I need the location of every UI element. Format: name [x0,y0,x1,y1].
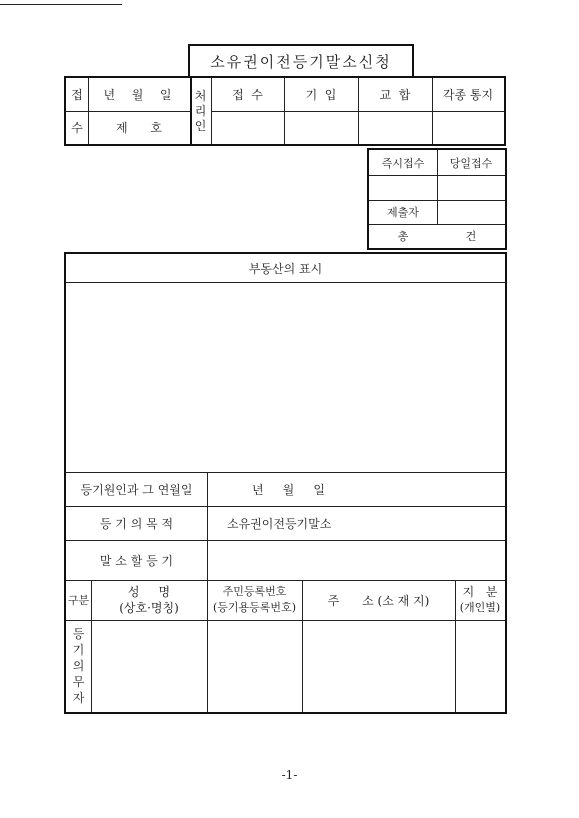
page-title: 소유권이전등기말소신청 [210,52,392,71]
col-name-bottom: (상호·명칭) [119,601,179,615]
col-id-bottom: (등기용등록번호) [213,601,296,614]
total-right: 건 [465,230,477,243]
obligor-id-cell[interactable] [208,621,301,711]
col-id [207,580,302,620]
col-check: 교 합 [379,88,411,102]
purpose-label: 등 기 의 목 적 [99,516,174,531]
page-number: -1- [281,768,298,782]
receipt-table [64,76,506,146]
obligor-address-cell[interactable] [303,621,454,711]
property-header: 부동산의 표시 [248,261,323,276]
header-rule [0,4,122,5]
total-left: 총 [397,230,409,243]
col-type: 구분 [67,594,90,607]
receipt-label-top: 접 [71,88,83,102]
submitter-label: 제출자 [387,206,419,219]
col-notice: 각종 통지 [442,88,494,102]
col-address: 주 소 (소 재 지) [327,593,430,608]
handler-label: 처 리 인 [194,88,207,133]
col-share-top: 지 분 [462,585,498,599]
same-day-receipt: 당일접수 [449,156,493,170]
obligor-share-cell[interactable] [456,621,505,711]
col-receipt: 접 수 [232,88,263,102]
immediate-receipt: 즉시접수 [381,156,425,170]
col-share-bottom: (개인별) [459,601,501,614]
col-entry: 기 입 [305,88,337,102]
obligor-label: 등 기 의 무 자 [72,627,85,705]
purpose-value[interactable]: 소유권이전등기말소 [227,516,332,531]
receipt-label-bottom: 수 [71,121,83,135]
cause-label: 등기원인과 그 연월일 [80,482,193,497]
property-description-area[interactable] [66,283,505,471]
cancel-label: 말 소 할 등 기 [99,553,174,568]
cancel-value[interactable] [207,540,505,580]
col-share [455,580,505,620]
col-name [91,580,207,620]
col-name-top: 성 명 [127,585,171,599]
title-box [188,44,414,78]
col-id-top: 주민등록번호 [222,585,287,598]
obligor-name-cell[interactable] [92,621,206,711]
receipt-number: 제 호 [115,121,163,135]
cause-value[interactable]: 년 월 일 [252,482,325,497]
receipt-date: 년 월 일 [103,88,175,102]
side-box [367,148,507,250]
property-box [64,252,507,714]
